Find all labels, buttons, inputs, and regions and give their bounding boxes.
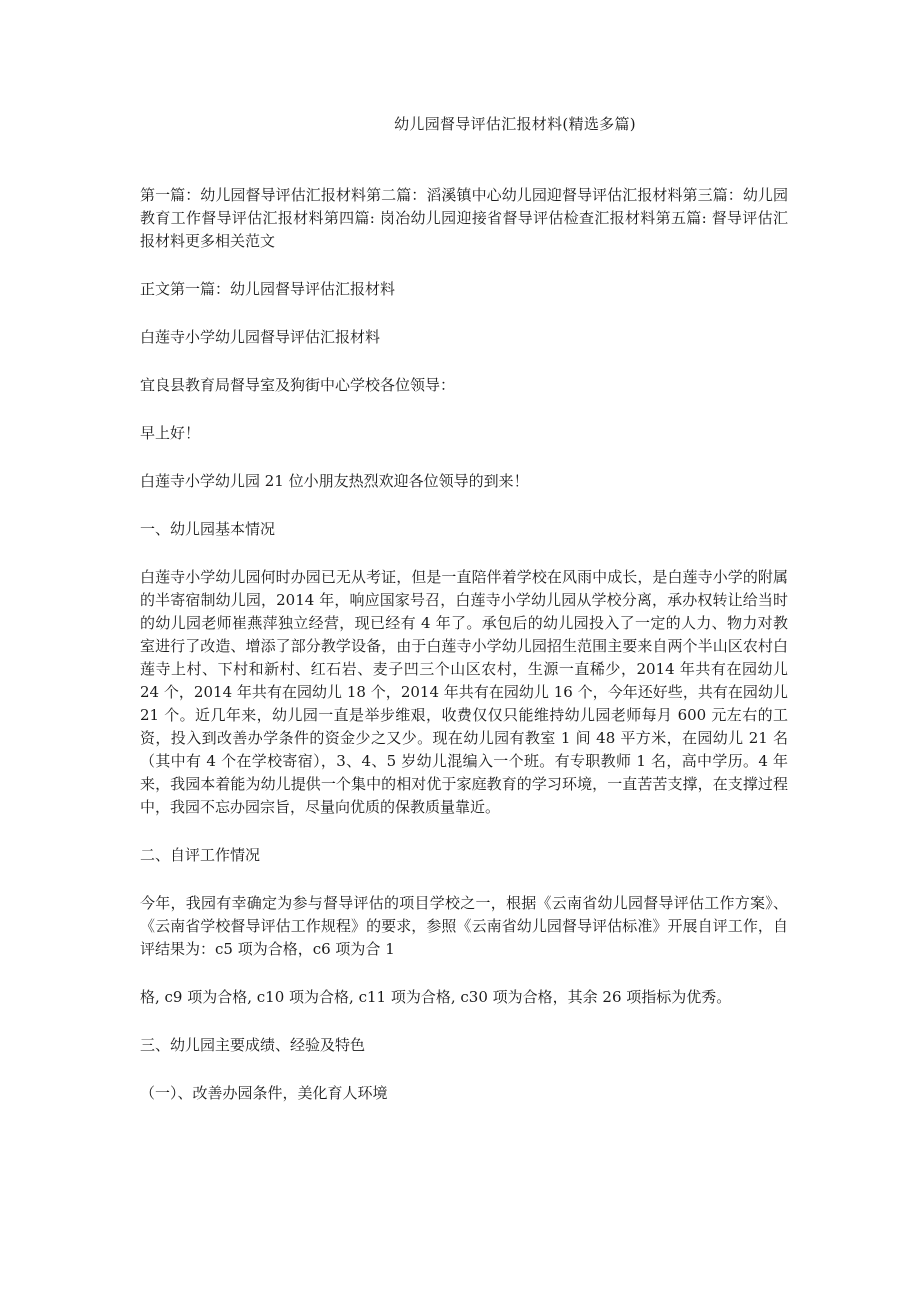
body-paragraph: 白莲寺小学幼儿园何时办园已无从考证，但是一直陪伴着学校在风雨中成长，是白莲寺小学的附属的半寄宿制幼儿园，2014 年，响应国家号召，白莲寺小学幼儿园从学校分离，承办权转让给当时的幼儿园老师崔燕萍独立经营，现已经有 4 年了。承包后的幼儿园投入了一定的人力、物力对教室进行了改造、增添了部分教学设备，由于白莲寺小学幼儿园招生范围主要来自两个半山区农村白莲寺上村、下村和新村、红石岩、麦子凹三个山区农村，生源一直稀少，2014 年共有在园幼儿 24 个，2014 年共有在园幼儿 18 个，2014 年共有在园幼儿 16 个，今年还好些，共有在园幼儿 21 个。近几年来，幼儿园一直是举步维艰，收费仅仅只能维持幼儿园老师每月 600 元左右的工资，投入到改善办学条件的资金少之又少。现在幼儿园有教室 1 间 48 平方米，在园幼儿 21 名（其中有 4 个在学校寄宿），3、4、5 岁幼儿混编入一个班。有专职教师 1 名，高中学历。4 年来，我园本着能为幼儿提供一个集中的相对优于家庭教育的学习环境，一直苦苦支撑，在支撑过程中，我园不忘办园宗旨，尽量向优质的保教质量靠近。 [140,568,788,816]
toc-paragraph: 第一篇：幼儿园督导评估汇报材料第二篇：滔溪镇中心幼儿园迎督导评估汇报材料第三篇：幼儿园教育工作督导评估汇报材料第四篇: 岗冶幼儿园迎接省督导评估检查汇报材料第五篇: 督导评估汇报材料更多相关范文 [140,186,788,250]
document-body [140,184,788,1130]
body-paragraph: 格, c9 项为合格, c10 项为合格, c11 项为合格, c30 项为合格，其余 26 项指标为优秀。 [140,988,732,1006]
welcome-line: 白莲寺小学幼儿园 21 位小朋友热烈欢迎各位领导的到来！ [140,472,529,490]
section-heading: 二、自评工作情况 [140,846,261,864]
section-heading: 一、幼儿园基本情况 [140,520,276,538]
report-title: 白莲寺小学幼儿园督导评估汇报材料 [140,328,381,346]
body-heading: 正文第一篇：幼儿园督导评估汇报材料 [140,280,396,298]
body-paragraph: 今年，我园有幸确定为参与督导评估的项目学校之一，根据《云南省幼儿园督导评估工作方案》、《云南省学校督导评估工作规程》的要求，参照《云南省幼儿园督导评估标准》开展自评工作，自评结果为：c5 项为合格，c6 项为合 1 [140,894,788,958]
salutation: 宜良县教育局督导室及狗街中心学校各位领导： [140,376,456,394]
section-heading: 三、幼儿园主要成绩、经验及特色 [140,1036,366,1054]
greeting: 早上好！ [140,424,201,442]
document-title: 幼儿园督导评估汇报材料(精选多篇) [394,115,636,133]
subsection-heading: （一）、改善办园条件，美化育人环境 [140,1084,388,1102]
